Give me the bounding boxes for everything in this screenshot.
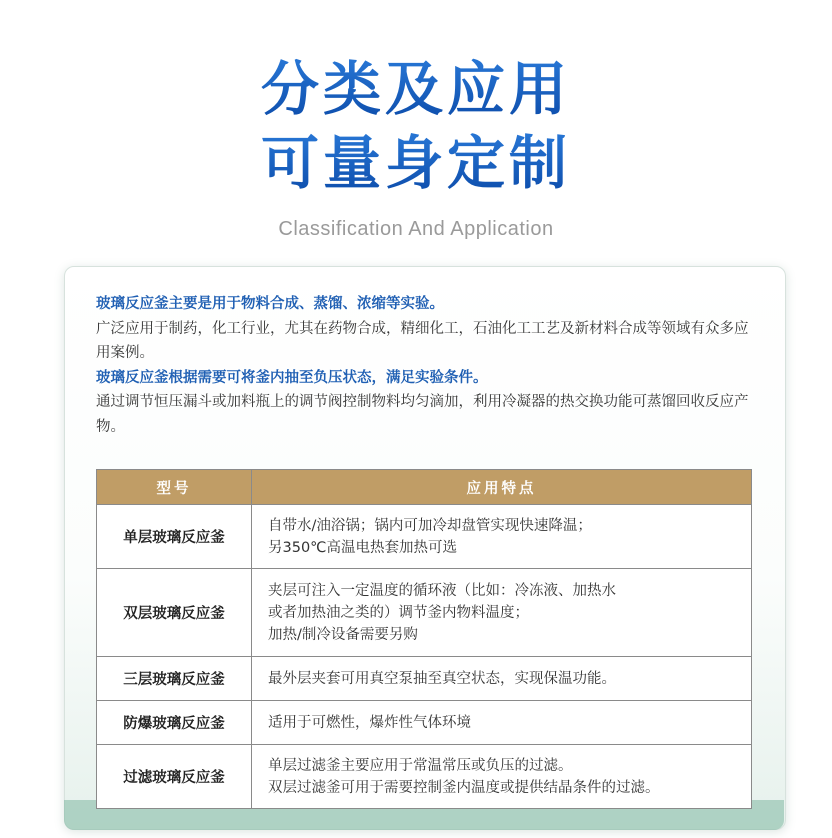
row-features	[252, 569, 752, 657]
table-row	[97, 505, 752, 569]
table-row	[97, 745, 752, 809]
feature-line: 夹层可注入一定温度的循环液（比如：冷冻液、加热水	[268, 582, 616, 599]
feature-line: 适用于可燃性，爆炸性气体环境	[268, 714, 471, 731]
row-features	[252, 505, 752, 569]
row-features	[252, 657, 752, 701]
table-row	[97, 569, 752, 657]
intro-highlight-1: 玻璃反应釜主要是用于物料合成、蒸馏、浓缩等实验。	[96, 296, 444, 312]
feature-line: 加热/制冷设备需要另购	[268, 626, 418, 643]
table-row	[97, 701, 752, 745]
row-model: 过滤玻璃反应釜	[97, 745, 252, 809]
header-model: 型号	[97, 470, 252, 505]
table-header-row	[97, 470, 752, 505]
row-model: 三层玻璃反应釜	[97, 657, 252, 701]
intro-paragraph-1: 广泛应用于制药，化工行业，尤其在药物合成，精细化工，石油化工工艺及新材料合成等领域有众多应用案例。	[96, 320, 749, 361]
spec-table	[96, 469, 752, 809]
row-model: 单层玻璃反应釜	[97, 505, 252, 569]
row-features	[252, 701, 752, 745]
row-model: 防爆玻璃反应釜	[97, 701, 252, 745]
intro-highlight-2: 玻璃反应釜根据需要可将釜内抽至负压状态，满足实验条件。	[96, 369, 488, 386]
page-title-line2: 可量身定制	[0, 126, 832, 200]
intro-paragraph-2: 通过调节恒压漏斗或加料瓶上的调节阀控制物料均匀滴加，利用冷凝器的热交换功能可蒸馏回收反应产物。	[96, 394, 749, 435]
row-features	[252, 745, 752, 809]
feature-line: 自带水/油浴锅；锅内可加冷却盘管实现快速降温；	[268, 517, 592, 534]
page-subtitle: Classification And Application	[278, 218, 554, 240]
page-title-line1: 分类及应用	[0, 52, 832, 126]
feature-line: 最外层夹套可用真空泵抽至真空状态，实现保温功能。	[268, 670, 616, 687]
header-features: 应用特点	[252, 470, 752, 505]
title-block	[0, 52, 832, 200]
row-model: 双层玻璃反应釜	[97, 569, 252, 657]
intro-text	[96, 292, 756, 439]
feature-line: 另350℃高温电热套加热可选	[268, 539, 457, 556]
table-row	[97, 657, 752, 701]
feature-line: 或者加热油之类的）调节釜内物料温度；	[268, 604, 529, 621]
feature-line: 双层过滤釜可用于需要控制釜内温度或提供结晶条件的过滤。	[268, 779, 660, 796]
feature-line: 单层过滤釜主要应用于常温常压或负压的过滤。	[268, 757, 573, 774]
